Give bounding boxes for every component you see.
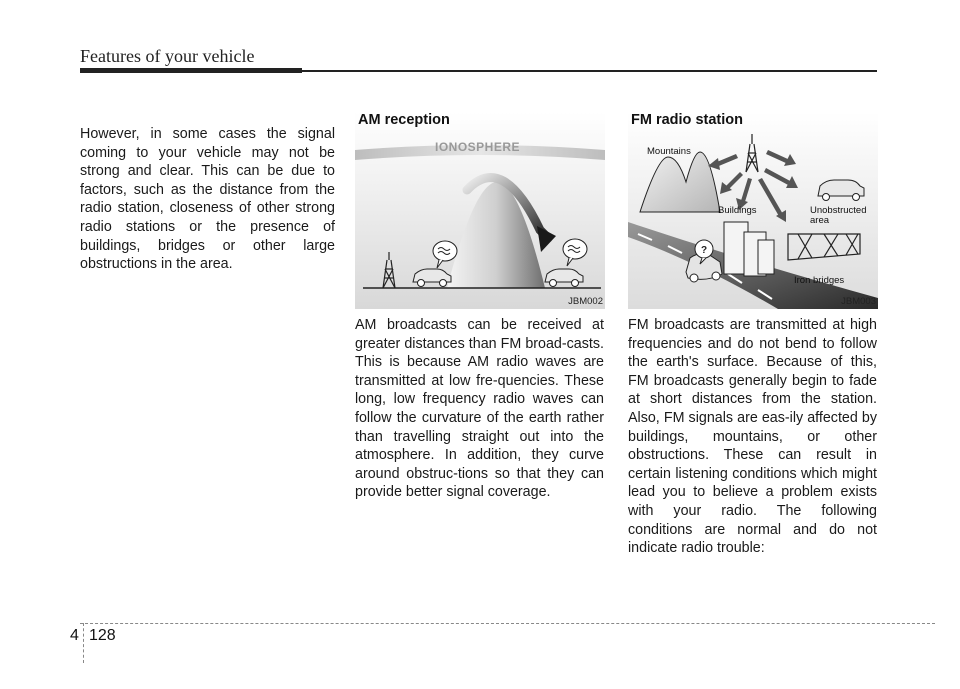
am-paragraph: AM broadcasts can be received at greater distances than FM broad-casts. This is because AM radio waves are transmitted at low fre-quencies. These long, low frequency radio waves can follow the curvature of the earth rather than travelling straight out into the atmosphere. In addition, they curve around obstruc-tions so that they can provide better signal coverage. xyxy=(355,317,604,501)
footer-divider xyxy=(83,623,84,663)
fm-figure-code: JBM003 xyxy=(841,296,876,307)
fm-station-figure xyxy=(628,112,878,309)
fm-figure-title: FM radio station xyxy=(631,112,743,128)
fm-paragraph: FM broadcasts are transmitted at high frequencies and do not bend to follow the earth's surface. Because of this, FM broadcasts generally begin to fade at short distances from the station. Also, FM signals are eas-ily affected by buildings, mountains, or other obstructions. These can result in certain listening conditions which might lead you to believe a problem exists with your radio. The following conditions are normal and do not indicate radio trouble: xyxy=(628,317,877,557)
mountains-label: Mountains xyxy=(647,146,691,157)
intro-paragraph: However, in some cases the signal coming to your vehicle may not be strong and clear. This can be due to factors, such as the distance from the radio station, closeness of other strong radio stations or the presence of buildings, bridges or other large obstructions in the area. xyxy=(80,126,335,273)
intro-column xyxy=(80,125,335,274)
unobstructed-area-label: Unobstructed area xyxy=(810,205,867,226)
header-rule-thin xyxy=(302,70,877,72)
am-reception-figure xyxy=(355,112,605,309)
section-number: 4 xyxy=(70,627,79,644)
header-rule-thick xyxy=(80,68,302,73)
iron-bridges-label: Iron bridges xyxy=(794,275,845,286)
buildings-label: Buildings xyxy=(718,205,757,216)
am-text-column xyxy=(355,316,604,502)
question-mark-icon: ? xyxy=(701,245,708,256)
ionosphere-label: IONOSPHERE xyxy=(435,140,521,154)
am-figure-code: JBM002 xyxy=(568,296,603,307)
am-figure-title: AM reception xyxy=(358,112,450,128)
fm-text-column xyxy=(628,316,877,558)
footer-rule xyxy=(80,623,935,624)
page-header-title: Features of your vehicle xyxy=(80,46,255,66)
page-number: 128 xyxy=(89,627,116,644)
